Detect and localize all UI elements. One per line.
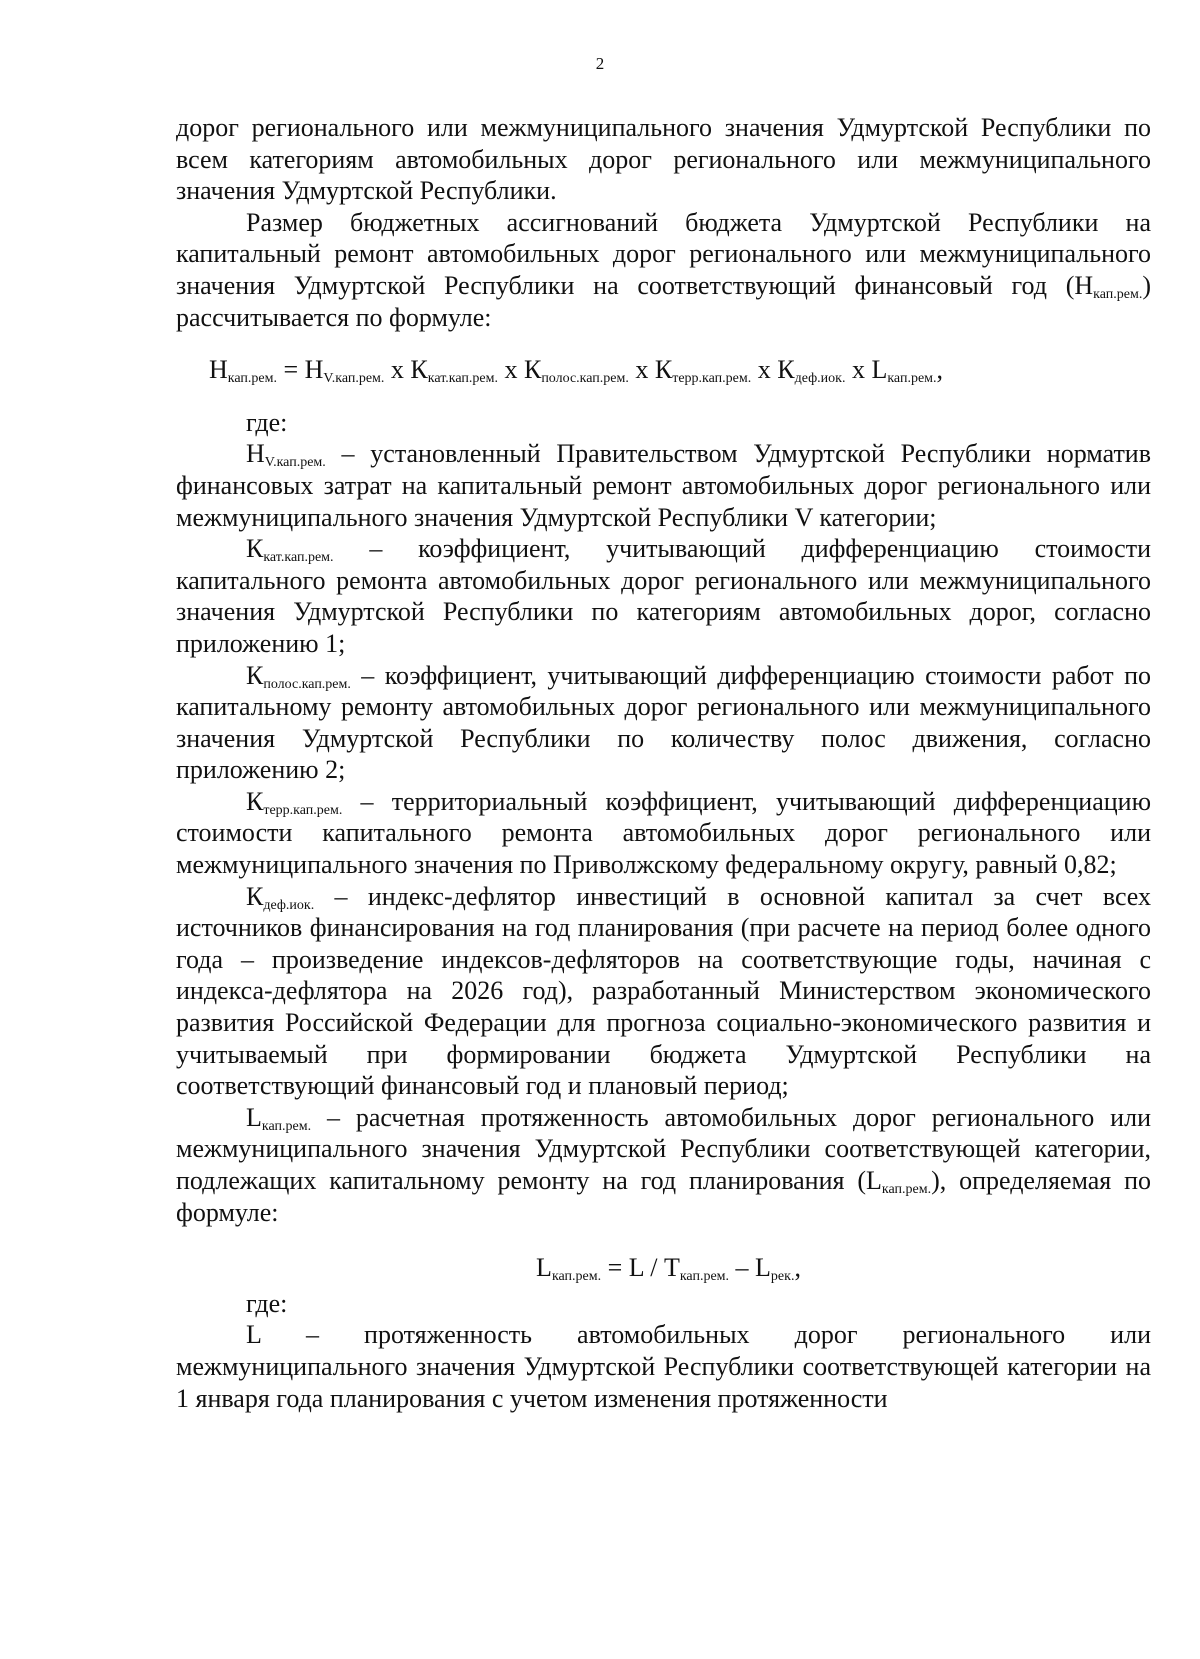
- formula-estimated-length: $L_{кап.рем.} = L / Т_{кап.рем.} - L_{рек.}$,: [536, 1253, 801, 1285]
- page-number: 2: [595, 54, 605, 73]
- where-label: где:: [246, 407, 288, 437]
- definition-deflator-index: $К_{деф.иок.}$ – индекс-дефлятор инвестиций в основной капитал за счет всех источников финансирования на год планирования (при расчете на период более одного года – произведение индексов-дефляторов на соответствующие годы, начиная с индекса-дефлятора на 2026 год), разработанный Министерством экономического развития Российской Федерации для прогноза социально-экономического развития и учитываемый при формировании бюджета Удмуртской Республики на соответствующий финансовый год и плановый период;: [176, 881, 1151, 1101]
- definition-lanes-coefficient: $К_{полос.кап.рем.}$ – коэффициент, учитывающий дифференциацию стоимости работ по капитальному ремонту автомобильных дорог регионального или межмуниципального значения Удмуртской Республики по количеству полос движения, согласно приложению 2;: [176, 660, 1151, 785]
- paragraph-roads-continuation: дорог регионального или межмуниципального значения Удмуртской Республики по всем категориям автомобильных дорог регионального или межмуниципального значения Удмуртской Республики.: [176, 113, 1151, 206]
- where-label-2: где:: [246, 1288, 288, 1318]
- definition-norm-costs: $Н_{V.кап.рем.}$ – установленный Правительством Удмуртской Республики норматив финансовых затрат на капитальный ремонт автомобильных дорог регионального или межмуниципального значения Удмуртской Республики V категории;: [176, 439, 1151, 532]
- definition-estimated-length: $L_{кап.рем.}$ – расчетная протяженность автомобильных дорог регионального или межмуниципального значения Удмуртской Республики соответствующей категории, подлежащих капитальному ремонту на год планирования $(L_{кап.рем.})$, определяемая по формуле:: [176, 1102, 1152, 1227]
- document-body: [176, 112, 1151, 1414]
- formula-budget-allocation: $Н_{кап.рем.} = Н_{V.кап.рем.}$ х $К_{кат.кап.рем.}$ х $К_{полос.кап.рем.}$ х $К_{терр.кап.рем.}$ х $К_{деф.иок.}$ х $L_{кап.рем.}$,: [209, 355, 944, 387]
- definition-territorial-coefficient: $К_{терр.кап.рем.}$ – территориальный коэффициент, учитывающий дифференциацию стоимости капитального ремонта автомобильных дорог регионального или межмуниципального значения по Приволжскому федеральному округу, равный 0,82;: [176, 786, 1151, 880]
- definition-category-coefficient: $К_{кат.кап.рем.}$ – коэффициент, учитывающий дифференциацию стоимости капитального ремонта автомобильных дорог регионального или межмуниципального значения Удмуртской Республики по категориям автомобильных дорог, согласно приложению 1;: [176, 534, 1151, 658]
- definition-road-length: L – протяженность автомобильных дорог регионального или межмуниципального значения Удмуртской Республики соответствующей категории на 1 января года планирования с учетом изменения протяженности: [176, 1320, 1151, 1413]
- paragraph-budget-size: Размер бюджетных ассигнований бюджета Удмуртской Республики на капитальный ремонт автомобильных дорог регионального или межмуниципального значения Удмуртской Республики на соответствующий финансовый год $(Н_{кап.рем.})$ рассчитывается по формуле:: [176, 207, 1151, 332]
